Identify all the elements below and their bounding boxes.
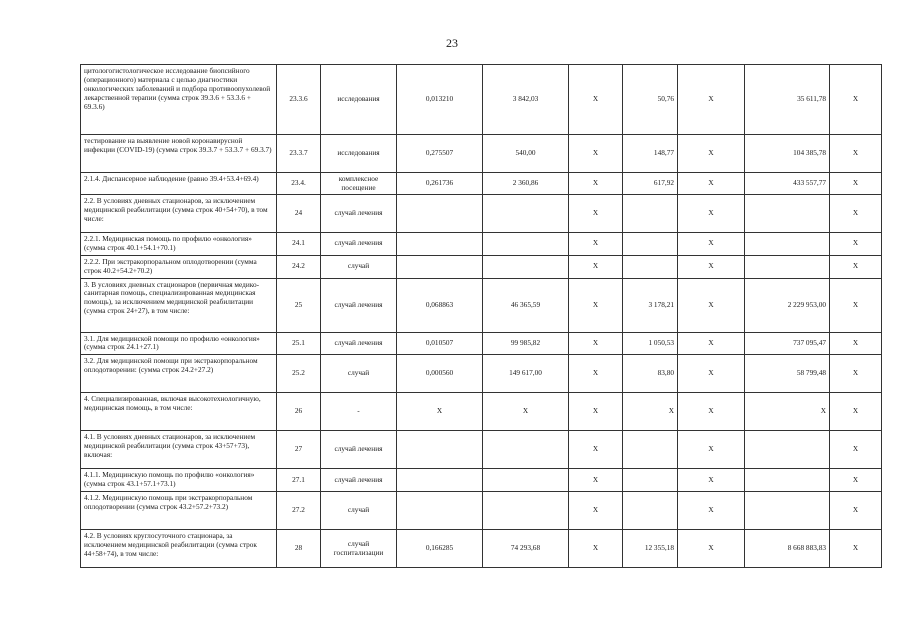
table-cell: X: [678, 530, 745, 568]
table-cell: X: [678, 355, 745, 393]
table-cell: X: [830, 255, 882, 278]
table-cell: 148,77: [623, 135, 678, 173]
table-cell: X: [569, 393, 623, 431]
table-row: [81, 233, 882, 256]
table-cell: [745, 233, 830, 256]
table-cell: X: [569, 431, 623, 469]
table-cell: 58 799,48: [745, 355, 830, 393]
table-cell: X: [678, 233, 745, 256]
table-cell: 0,013210: [397, 65, 483, 135]
table-cell: [745, 255, 830, 278]
table-cell: 2.1.4. Диспансерное наблюдение (равно 39.4+53.4+69.4): [81, 173, 277, 195]
table-cell: 4.1.2. Медицинскую помощь при экстракорпоральном оплодотворении (сумма строк 43.2+57.2+73.2): [81, 492, 277, 530]
table-cell: [483, 195, 569, 233]
table-row: [81, 355, 882, 393]
table-cell: 0,166285: [397, 530, 483, 568]
table-cell: X: [830, 492, 882, 530]
table-cell: случай лечения: [321, 332, 397, 355]
table-cell: случай лечения: [321, 278, 397, 332]
table-row: [81, 173, 882, 195]
table-cell: X: [483, 393, 569, 431]
table-cell: X: [830, 355, 882, 393]
table-cell: X: [830, 65, 882, 135]
table-cell: 50,76: [623, 65, 678, 135]
table-cell: 74 293,68: [483, 530, 569, 568]
table-cell: 4. Специализированная, включая высокотехнологичную, медицинская помощь, в том числе:: [81, 393, 277, 431]
table-cell: 149 617,00: [483, 355, 569, 393]
table-cell: 2.2. В условиях дневных стационаров, за исключением медицинской реабилитации (сумма строк 40+54+70), в том числе:: [81, 195, 277, 233]
table-cell: [483, 255, 569, 278]
table-cell: X: [678, 492, 745, 530]
table-cell: 2.2.1. Медицинская помощь по профилю «онкология» (сумма строк 40.1+54.1+70.1): [81, 233, 277, 256]
table-cell: X: [830, 195, 882, 233]
table-cell: цитологогистологическое исследование биопсийного (операционного) материала с целью диагностики онкологических заболеваний и подбора противоопухолевой лекарственной терапии (сумма строк 39.3.6 + 53.3.6 + 69.3.6): [81, 65, 277, 135]
table-cell: X: [678, 278, 745, 332]
table-cell: X: [569, 65, 623, 135]
table-cell: 24: [277, 195, 321, 233]
table-cell: [745, 492, 830, 530]
table-cell: [397, 255, 483, 278]
table-cell: X: [830, 431, 882, 469]
table-cell: 46 365,59: [483, 278, 569, 332]
table-cell: 4.1.1. Медицинскую помощь по профилю «онкология» (сумма строк 43.1+57.1+73.1): [81, 469, 277, 492]
table-cell: 26: [277, 393, 321, 431]
table-cell: 83,80: [623, 355, 678, 393]
table-cell: X: [830, 530, 882, 568]
table-cell: X: [569, 195, 623, 233]
table-cell: X: [678, 393, 745, 431]
table-cell: исследования: [321, 135, 397, 173]
table-cell: 0,275507: [397, 135, 483, 173]
table-cell: 3 178,21: [623, 278, 678, 332]
table-cell: X: [569, 469, 623, 492]
table-cell: X: [678, 431, 745, 469]
table-cell: [483, 431, 569, 469]
table-cell: X: [569, 355, 623, 393]
table-cell: 4.1. В условиях дневных стационаров, за исключением медицинской реабилитации (сумма строк 43+57+73), включая:: [81, 431, 277, 469]
table-cell: 27: [277, 431, 321, 469]
table-row: [81, 530, 882, 568]
table-cell: [623, 469, 678, 492]
table-cell: [623, 431, 678, 469]
table-cell: 540,00: [483, 135, 569, 173]
table-cell: 0,010507: [397, 332, 483, 355]
table-cell: случай лечения: [321, 469, 397, 492]
table-cell: тестирование на выявление новой коронавирусной инфекции (COVID-19) (сумма строк 39.3.7 + 53.3.7 + 69.3.7): [81, 135, 277, 173]
table-cell: X: [678, 469, 745, 492]
table-cell: 12 355,18: [623, 530, 678, 568]
table-row: [81, 393, 882, 431]
table-cell: случай лечения: [321, 233, 397, 256]
table-cell: 2 360,86: [483, 173, 569, 195]
table-cell: X: [678, 173, 745, 195]
table-cell: X: [569, 255, 623, 278]
table-row: [81, 469, 882, 492]
table-cell: 24.2: [277, 255, 321, 278]
table-cell: X: [569, 332, 623, 355]
table-cell: X: [397, 393, 483, 431]
table-cell: X: [569, 492, 623, 530]
table-cell: 4.2. В условиях круглосуточного стационара, за исключением медицинской реабилитации (сумма строк 44+58+74), в том числе:: [81, 530, 277, 568]
table-cell: 25.2: [277, 355, 321, 393]
table-cell: 99 985,82: [483, 332, 569, 355]
table-cell: X: [830, 332, 882, 355]
table-cell: [397, 431, 483, 469]
table-cell: X: [569, 530, 623, 568]
table-cell: 2.2.2. При экстракорпоральном оплодотворении (сумма строк 40.2+54.2+70.2): [81, 255, 277, 278]
table-cell: 2 229 953,00: [745, 278, 830, 332]
table-cell: X: [745, 393, 830, 431]
table-cell: 35 611,78: [745, 65, 830, 135]
table-cell: 104 385,78: [745, 135, 830, 173]
table-cell: 737 095,47: [745, 332, 830, 355]
table-cell: [483, 492, 569, 530]
table-cell: X: [569, 135, 623, 173]
table-cell: 23.3.6: [277, 65, 321, 135]
table-cell: 25: [277, 278, 321, 332]
financing-table: [80, 64, 882, 568]
table-row: [81, 278, 882, 332]
table-cell: X: [623, 393, 678, 431]
table-cell: комплексное посещение: [321, 173, 397, 195]
table-cell: [745, 469, 830, 492]
table-cell: 23.4.: [277, 173, 321, 195]
table-row: [81, 332, 882, 355]
table-cell: [623, 195, 678, 233]
table-cell: X: [830, 393, 882, 431]
table-cell: 617,92: [623, 173, 678, 195]
table-cell: 0,261736: [397, 173, 483, 195]
table-cell: 3. В условиях дневных стационаров (первичная медико-санитарная помощь, специализированная медицинская помощь), за исключением медицинской реабилитации (сумма строк 24+27), в том числе:: [81, 278, 277, 332]
table-cell: [483, 233, 569, 256]
table-cell: случай лечения: [321, 195, 397, 233]
table-cell: случай госпитализации: [321, 530, 397, 568]
table-cell: [623, 492, 678, 530]
table-cell: X: [830, 233, 882, 256]
table-cell: 25.1: [277, 332, 321, 355]
table-cell: 8 668 883,83: [745, 530, 830, 568]
table-cell: 3.1. Для медицинской помощи по профилю «онкология» (сумма строк 24.1+27.1): [81, 332, 277, 355]
table-row: [81, 135, 882, 173]
table-cell: [397, 469, 483, 492]
table-cell: случай: [321, 355, 397, 393]
table-cell: 3 842,03: [483, 65, 569, 135]
table-cell: X: [569, 233, 623, 256]
table-cell: случай: [321, 492, 397, 530]
table-cell: случай лечения: [321, 431, 397, 469]
table-cell: [623, 255, 678, 278]
table-cell: [745, 195, 830, 233]
table-cell: 23.3.7: [277, 135, 321, 173]
table-cell: X: [830, 135, 882, 173]
table-row: [81, 65, 882, 135]
table-cell: 27.2: [277, 492, 321, 530]
table-cell: X: [678, 195, 745, 233]
table-cell: X: [830, 278, 882, 332]
table-cell: X: [678, 332, 745, 355]
table-cell: 1 050,53: [623, 332, 678, 355]
table-cell: случай: [321, 255, 397, 278]
table-cell: 433 557,77: [745, 173, 830, 195]
table-cell: X: [830, 173, 882, 195]
table-cell: -: [321, 393, 397, 431]
table-cell: X: [678, 65, 745, 135]
table-cell: X: [569, 278, 623, 332]
table-cell: [745, 431, 830, 469]
table-row: [81, 492, 882, 530]
table-cell: [623, 233, 678, 256]
table-cell: 0,068863: [397, 278, 483, 332]
table-cell: 3.2. Для медицинской помощи при экстракорпоральном оплодотворении: (сумма строк 24.2+27.2): [81, 355, 277, 393]
table-cell: 28: [277, 530, 321, 568]
table-cell: X: [678, 255, 745, 278]
table-cell: [397, 195, 483, 233]
table-cell: 0,000560: [397, 355, 483, 393]
table-cell: исследования: [321, 65, 397, 135]
table-row: [81, 255, 882, 278]
table-cell: 24.1: [277, 233, 321, 256]
table-row: [81, 431, 882, 469]
table-row: [81, 195, 882, 233]
table-cell: [397, 233, 483, 256]
table-cell: 27.1: [277, 469, 321, 492]
table-cell: X: [569, 173, 623, 195]
table-cell: X: [830, 469, 882, 492]
table-cell: X: [678, 135, 745, 173]
page-number: 23: [446, 36, 458, 50]
table-cell: [397, 492, 483, 530]
table-cell: [483, 469, 569, 492]
